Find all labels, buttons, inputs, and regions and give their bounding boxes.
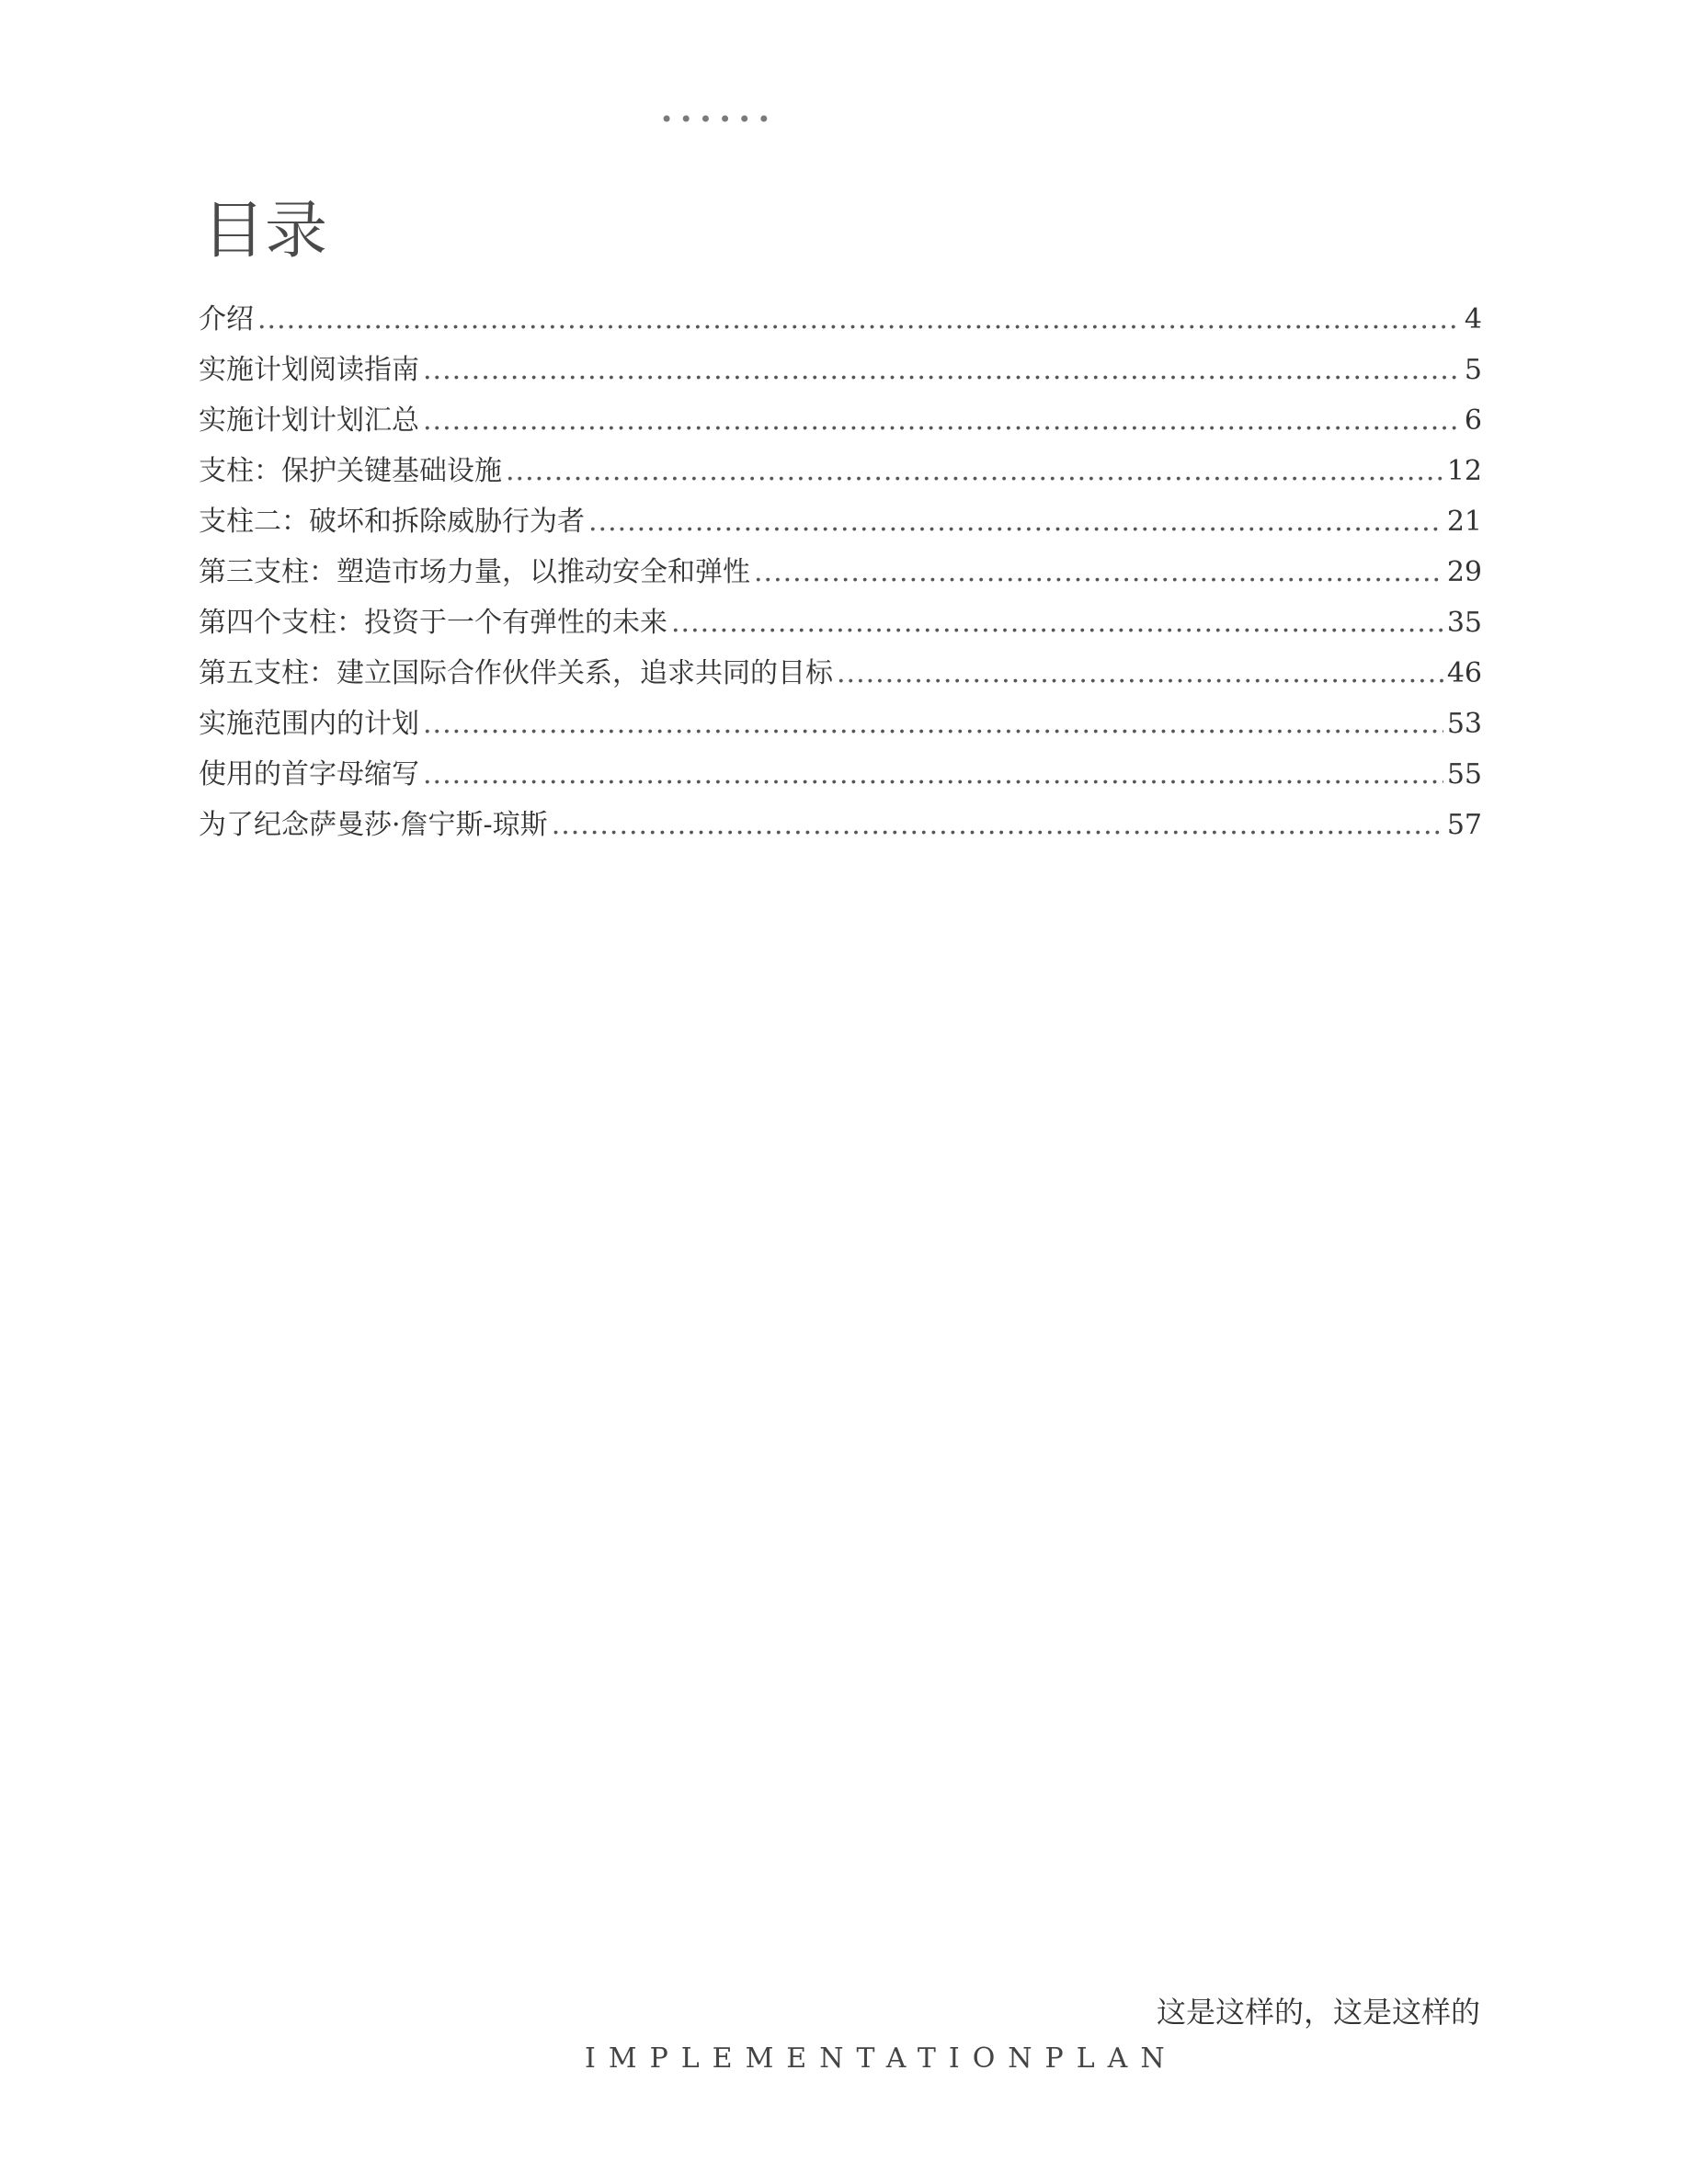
toc-entry-pillar-five[interactable] xyxy=(199,648,1482,699)
header-dots: •••••• xyxy=(660,107,777,132)
toc-entry-pillar-four[interactable] xyxy=(199,597,1482,648)
toc-dot-leader xyxy=(552,800,1443,850)
toc-entry-label: 第三支柱：塑造市场力量，以推动安全和弹性 xyxy=(199,556,750,588)
toc-entry-pillar-three[interactable] xyxy=(199,547,1482,597)
toc-entry-label: 介绍 xyxy=(199,303,254,336)
toc-entry-page: 35 xyxy=(1446,607,1482,639)
toc-entry-page: 4 xyxy=(1464,303,1482,336)
toc-dot-leader xyxy=(423,699,1443,749)
toc-dot-leader xyxy=(423,395,1461,446)
toc-entry-plan-summary[interactable] xyxy=(199,395,1482,446)
footer-document-name: IMPLEMENTATIONPLAN xyxy=(585,2042,1178,2075)
toc-entry-page: 29 xyxy=(1446,556,1482,588)
toc-entry-label: 实施范围内的计划 xyxy=(199,708,419,740)
toc-entry-page: 57 xyxy=(1446,809,1482,841)
toc-entry-page: 12 xyxy=(1446,455,1482,487)
toc-entry-page: 55 xyxy=(1446,758,1482,791)
toc-dot-leader xyxy=(423,749,1443,800)
toc-entry-page: 53 xyxy=(1446,708,1482,740)
table-of-contents xyxy=(199,294,1482,850)
toc-dot-leader xyxy=(754,547,1443,597)
toc-entry-page: 5 xyxy=(1464,354,1482,386)
toc-entry-in-scope-plans[interactable] xyxy=(199,699,1482,749)
toc-entry-label: 使用的首字母缩写 xyxy=(199,758,419,791)
toc-entry-page: 6 xyxy=(1464,404,1482,437)
toc-entry-label: 第五支柱：建立国际合作伙伴关系，追求共同的目标 xyxy=(199,657,833,689)
toc-title: 目录 xyxy=(202,195,328,267)
footer-caption: 这是这样的，这是这样的 xyxy=(1156,1995,1480,2030)
toc-entry-in-memoriam[interactable] xyxy=(199,800,1482,850)
toc-entry-label: 支柱二：破坏和拆除威胁行为者 xyxy=(199,506,585,538)
toc-dot-leader xyxy=(506,446,1443,496)
toc-entry-label: 实施计划计划汇总 xyxy=(199,404,419,437)
toc-entry-label: 支柱：保护关键基础设施 xyxy=(199,455,502,487)
toc-entry-acronyms[interactable] xyxy=(199,749,1482,800)
toc-entry-reading-guide[interactable] xyxy=(199,345,1482,395)
toc-entry-label: 为了纪念萨曼莎·詹宁斯-琼斯 xyxy=(199,809,548,841)
toc-entry-label: 第四个支柱：投资于一个有弹性的未来 xyxy=(199,607,667,639)
toc-dot-leader xyxy=(257,294,1461,345)
toc-entry-page: 46 xyxy=(1446,657,1482,689)
toc-entry-pillar-one[interactable] xyxy=(199,446,1482,496)
toc-dot-leader xyxy=(671,597,1443,648)
toc-dot-leader xyxy=(588,496,1443,547)
toc-dot-leader xyxy=(423,345,1461,395)
toc-entry-page: 21 xyxy=(1446,506,1482,538)
toc-entry-introduction[interactable] xyxy=(199,294,1482,345)
toc-dot-leader xyxy=(837,648,1443,699)
toc-entry-pillar-two[interactable] xyxy=(199,496,1482,547)
toc-entry-label: 实施计划阅读指南 xyxy=(199,354,419,386)
